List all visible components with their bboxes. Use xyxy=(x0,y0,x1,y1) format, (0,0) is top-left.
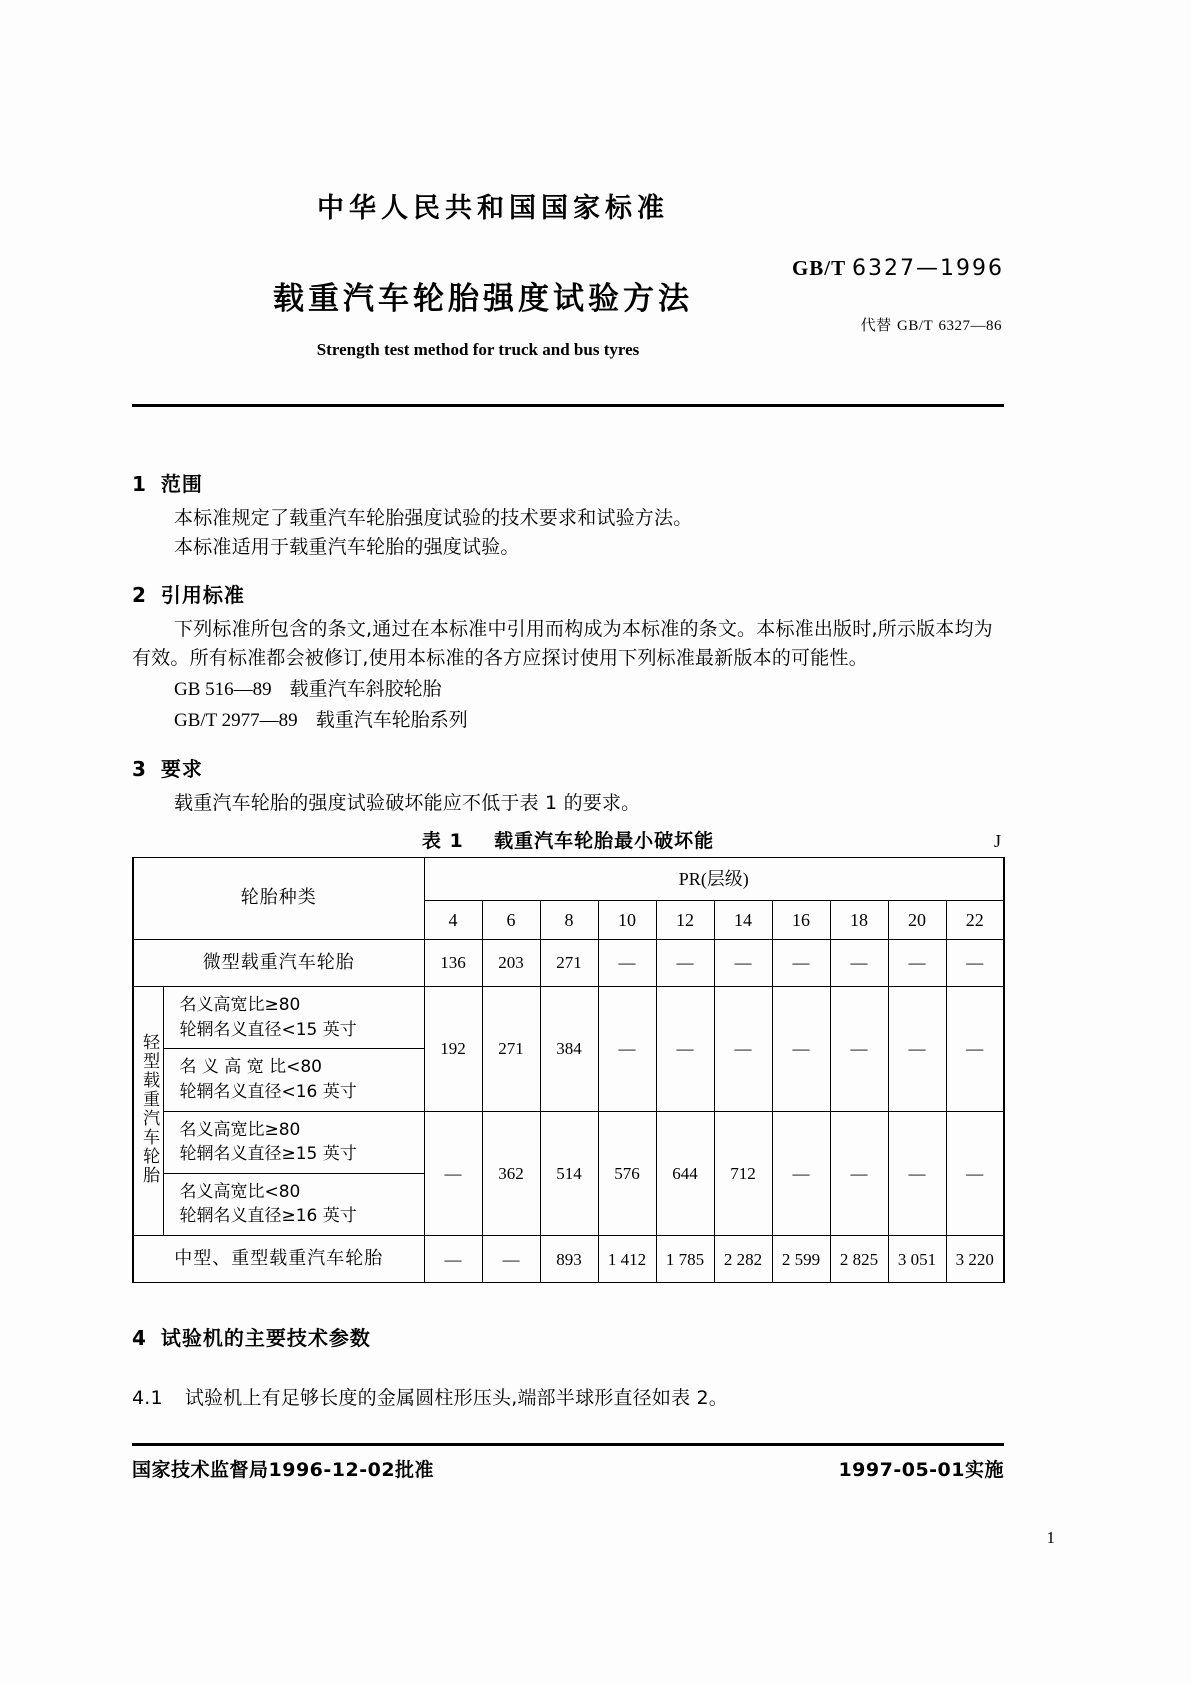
standard-replaces xyxy=(861,314,1002,335)
cell-value: 712 xyxy=(714,1111,772,1236)
cell-value: 271 xyxy=(482,986,540,1111)
cell-value: 2 825 xyxy=(830,1236,888,1283)
section-1-paragraph-2: 本标准适用于载重汽车轮胎的强度试验。 xyxy=(174,536,520,559)
cell-value: 893 xyxy=(540,1236,598,1283)
section-4-heading xyxy=(132,1322,1004,1351)
reference-code: GB/T 2977—89 xyxy=(174,710,298,732)
document-header xyxy=(132,186,1004,360)
cell-value: — xyxy=(772,1111,830,1236)
cell-value: 644 xyxy=(656,1111,714,1236)
row-group-light-label: 轻型载重汽车轮胎 xyxy=(139,1033,160,1186)
cell-value: — xyxy=(888,939,946,986)
standard-prefix: GB/T xyxy=(791,256,846,280)
header-pr-4: 4 xyxy=(424,900,482,939)
section-4-1-text: 试验机上有足够长度的金属圆柱形压头,端部半球形直径如表 2。 xyxy=(184,1387,728,1409)
header-pr-22: 22 xyxy=(946,900,1004,939)
section-1-number: 1 xyxy=(132,472,147,496)
cell-value: 1 412 xyxy=(598,1236,656,1283)
cell-value: — xyxy=(656,939,714,986)
cell-value: — xyxy=(946,1111,1004,1236)
spec-line: 名义高宽比<80 xyxy=(179,1181,301,1202)
section-2-number: 2 xyxy=(132,582,147,607)
cell-value: — xyxy=(888,1111,946,1236)
section-2-paragraph-1: 下列标准所包含的条文,通过在本标准中引用而构成为本标准的条文。本标准出版时,所示版本均为有效。所有标准都会被修订,使用本标准的各方应探讨使用下列标准最新版本的可能性。 xyxy=(132,617,993,670)
cell-value: — xyxy=(424,1236,482,1283)
cell-value: 3 051 xyxy=(888,1236,946,1283)
section-4-number: 4 xyxy=(132,1326,147,1350)
cell-value: — xyxy=(656,986,714,1111)
row-spec xyxy=(163,1111,424,1173)
header-pr-14: 14 xyxy=(714,900,772,939)
replaces-number: 6327—86 xyxy=(938,318,1002,334)
table-1 xyxy=(132,857,1005,1283)
section-3-title: 要求 xyxy=(160,756,203,781)
header-divider xyxy=(132,404,1004,407)
document-footer xyxy=(132,1455,1004,1489)
section-3-number: 3 xyxy=(132,756,147,781)
effective-date-text: 1997-05-01实施 xyxy=(838,1459,1004,1481)
header-pr-6: 6 xyxy=(482,900,540,939)
cell-value: — xyxy=(772,986,830,1111)
row-spec xyxy=(163,1173,424,1235)
spec-line: 轮辋名义直径<15 英寸 xyxy=(179,1019,357,1040)
cell-value: 1 785 xyxy=(656,1236,714,1283)
section-4-title: 试验机的主要技术参数 xyxy=(160,1326,371,1350)
cell-value: — xyxy=(772,939,830,986)
cell-value: — xyxy=(946,939,1004,986)
cell-value: 192 xyxy=(424,986,482,1111)
header-pr-8: 8 xyxy=(540,900,598,939)
replaces-prefix: GB/T xyxy=(897,318,934,334)
spec-line: 名 义 高 宽 比<80 xyxy=(179,1057,322,1078)
cell-value: 384 xyxy=(540,986,598,1111)
spec-line: 轮辋名义直径≥15 英寸 xyxy=(179,1144,357,1165)
section-2-title: 引用标准 xyxy=(160,582,245,607)
cell-value: 362 xyxy=(482,1111,540,1236)
section-4 xyxy=(132,1322,1004,1410)
header-pr-10: 10 xyxy=(598,900,656,939)
table-1-unit: J xyxy=(993,830,1002,851)
section-4-1-number: 4.1 xyxy=(132,1387,163,1409)
reference-code: GB 516—89 xyxy=(174,678,272,700)
cell-value: — xyxy=(482,1236,540,1283)
cell-value: — xyxy=(598,939,656,986)
standard-number xyxy=(792,256,1004,281)
national-standard-label: 中华人民共和国国家标准 xyxy=(317,193,669,224)
table-1-caption xyxy=(132,829,1004,852)
cell-value: 514 xyxy=(540,1111,598,1236)
standard-code: 6327—1996 xyxy=(852,256,1004,281)
table-row xyxy=(133,939,1004,986)
cell-value: — xyxy=(598,986,656,1111)
section-3-heading xyxy=(132,756,1004,781)
section-3-paragraph-1: 载重汽车轮胎的强度试验破坏能应不低于表 1 的要求。 xyxy=(174,791,641,814)
row-group-light xyxy=(133,986,163,1235)
page-number: 1 xyxy=(1046,1528,1055,1547)
cell-value: 2 282 xyxy=(714,1236,772,1283)
cell-value: — xyxy=(714,939,772,986)
section-2-heading xyxy=(132,582,1004,607)
spec-line: 名义高宽比≥80 xyxy=(179,994,301,1015)
section-4-1 xyxy=(132,1383,1004,1410)
section-1-paragraph-1: 本标准规定了载重汽车轮胎强度试验的技术要求和试验方法。 xyxy=(174,507,693,529)
table-1-label: 表 1 xyxy=(421,829,464,852)
approval-text: 国家技术监督局1996-12-02批准 xyxy=(132,1459,435,1481)
row-spec xyxy=(163,1049,424,1111)
cell-value: — xyxy=(830,939,888,986)
header-kind: 轮胎种类 xyxy=(133,857,424,939)
reference-item xyxy=(132,674,1004,705)
spec-line: 名义高宽比≥80 xyxy=(179,1119,301,1140)
spec-line: 轮辋名义直径≥16 英寸 xyxy=(179,1206,357,1227)
table-row xyxy=(133,1236,1004,1283)
table-1-title: 载重汽车轮胎最小破坏能 xyxy=(494,829,715,852)
cell-value: 203 xyxy=(482,939,540,986)
cell-value: — xyxy=(714,986,772,1111)
row-kind-micro: 微型载重汽车轮胎 xyxy=(133,939,424,986)
cell-value: — xyxy=(424,1111,482,1236)
table-row xyxy=(133,1111,1004,1173)
section-1-heading xyxy=(132,474,1004,494)
reference-name: 载重汽车斜胶轮胎 xyxy=(289,677,442,700)
reference-name: 载重汽车轮胎系列 xyxy=(315,709,468,732)
table-header-row xyxy=(133,857,1004,900)
row-spec xyxy=(163,986,424,1048)
header-pr-group: PR(层级) xyxy=(424,857,1004,900)
section-1-title: 范围 xyxy=(160,472,203,496)
header-pr-18: 18 xyxy=(830,900,888,939)
cell-value: — xyxy=(830,1111,888,1236)
cell-value: — xyxy=(888,986,946,1111)
header-pr-20: 20 xyxy=(888,900,946,939)
header-pr-12: 12 xyxy=(656,900,714,939)
document-title-en: Strength test method for truck and bus tyres xyxy=(316,340,640,359)
spec-line: 轮辋名义直径<16 英寸 xyxy=(179,1081,357,1102)
header-pr-16: 16 xyxy=(772,900,830,939)
cell-value: — xyxy=(946,986,1004,1111)
row-kind-medium-heavy: 中型、重型载重汽车轮胎 xyxy=(133,1236,424,1283)
reference-item xyxy=(132,705,1004,736)
footer-divider xyxy=(132,1443,1004,1446)
cell-value: 271 xyxy=(540,939,598,986)
document-body xyxy=(132,452,1004,1283)
cell-value: — xyxy=(830,986,888,1111)
table-row xyxy=(133,986,1004,1048)
cell-value: 136 xyxy=(424,939,482,986)
cell-value: 3 220 xyxy=(946,1236,1004,1283)
replaces-label: 代替 xyxy=(860,316,892,334)
cell-value: 576 xyxy=(598,1111,656,1236)
cell-value: 2 599 xyxy=(772,1236,830,1283)
document-title-cn: 载重汽车轮胎强度试验方法 xyxy=(273,281,693,317)
